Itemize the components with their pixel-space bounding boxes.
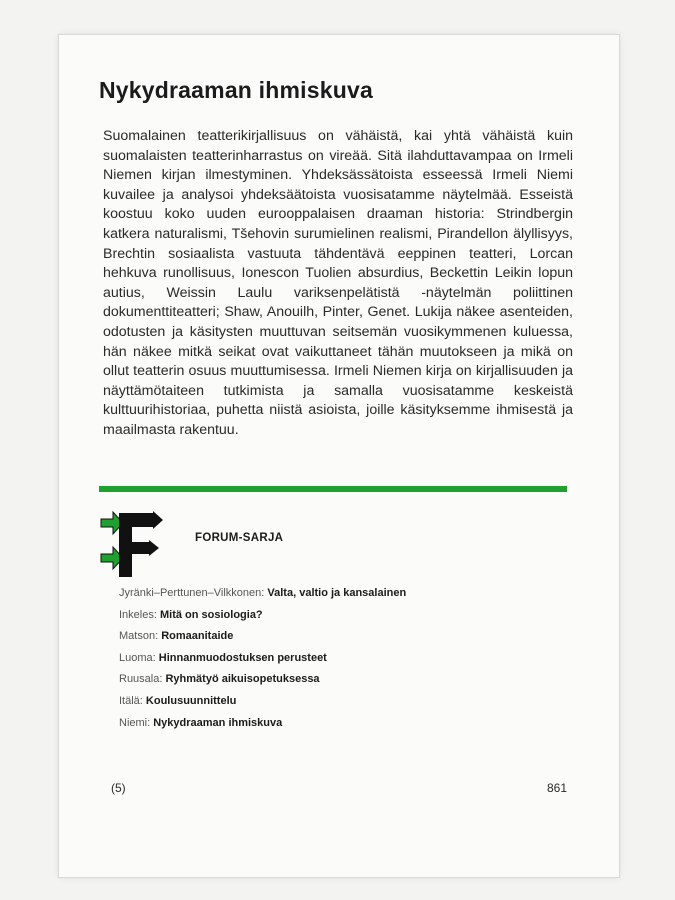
series-book-list [119, 587, 406, 738]
list-item [119, 609, 406, 631]
forum-logo-icon [99, 509, 179, 581]
list-item-author: Luoma: [119, 651, 156, 664]
list-item-author: Matson: [119, 630, 159, 643]
list-item-title: Koulusuunnittelu [145, 694, 237, 707]
list-item-title: Mitä on sosiologia? [159, 608, 263, 621]
list-item-title: Valta, valtio ja kansalainen [267, 587, 407, 599]
list-item-title: Romaanitaide [161, 630, 234, 643]
list-item-author: Jyränki–Perttunen–Vilkkonen: [119, 587, 265, 599]
list-item-author: Niemi: [119, 716, 151, 729]
list-item [119, 673, 406, 695]
list-item [119, 695, 406, 717]
list-item-title: Ryhmätyö aikuisopetuksessa [165, 673, 320, 686]
green-divider [99, 486, 567, 492]
list-item [119, 630, 406, 652]
list-item-title: Nykydraaman ihmiskuva [153, 716, 283, 729]
book-code: 861 [546, 781, 567, 795]
list-item-author: Ruusala: [119, 673, 163, 686]
list-item-title: Hinnanmuodostuksen perusteet [158, 651, 327, 664]
book-description: Suomalainen teatterikirjallisuus on vähäistä, kai yhtä vähäistä kuin suomalaisten teatterinharrastus on vireää. Sitä ilahduttavampaa on Irmeli Niemen kirjan ilmestyminen. Yhdeksässätoista esseessä Irmeli Niemi kuvailee ja analysoi yhdeksäätoista vuosisatamme näytelmää. Esseistä koostuu koko uuden eurooppalaisen draaman historia: Strindbergin katkera naturalismi, Tšehovin surumielinen realismi, Pirandellon älyllisyys, Brechtin sosiaalista vastuuta tähdentävä eeppinen teatteri, Lorcan hehkuva runollisuus, Ionescon Tuolien absurdius, Beckettin Leikin lopun autius, Weissin Laulu variksenpelätistä -näytelmän poliittinen dokumenttiteatteri; Shaw, Anouilh, Pinter, Genet. Lukija näkee asenteiden, odotusten ja käsitysten muuttuvan seitsemän vuosikymmenen kuluessa, hän näkee mitkä seikat ovat vaikuttaneet tähän muutokseen ja mikä on ollut teatterin osuus muuttumisessa. Irmeli Niemen kirja on kirjallisuuden ja näyttämötaiteen tutkimista ja samalla vuosisatamme keskeistä kulttuurihistoriaa, puhetta niistä asioista, joille käsityksemme ihmisestä ja maailmasta rakentuu. [103, 128, 573, 438]
list-item-author: Inkeles: [119, 608, 157, 621]
back-cover [58, 34, 620, 878]
list-item [119, 652, 406, 674]
list-item [119, 717, 406, 739]
series-name: FORUM-SARJA [195, 532, 284, 544]
volume-number: (5) [111, 781, 126, 795]
list-item-author: Itälä: [119, 694, 143, 707]
list-item [119, 587, 406, 609]
book-title: Nykydraaman ihmiskuva [99, 77, 373, 103]
